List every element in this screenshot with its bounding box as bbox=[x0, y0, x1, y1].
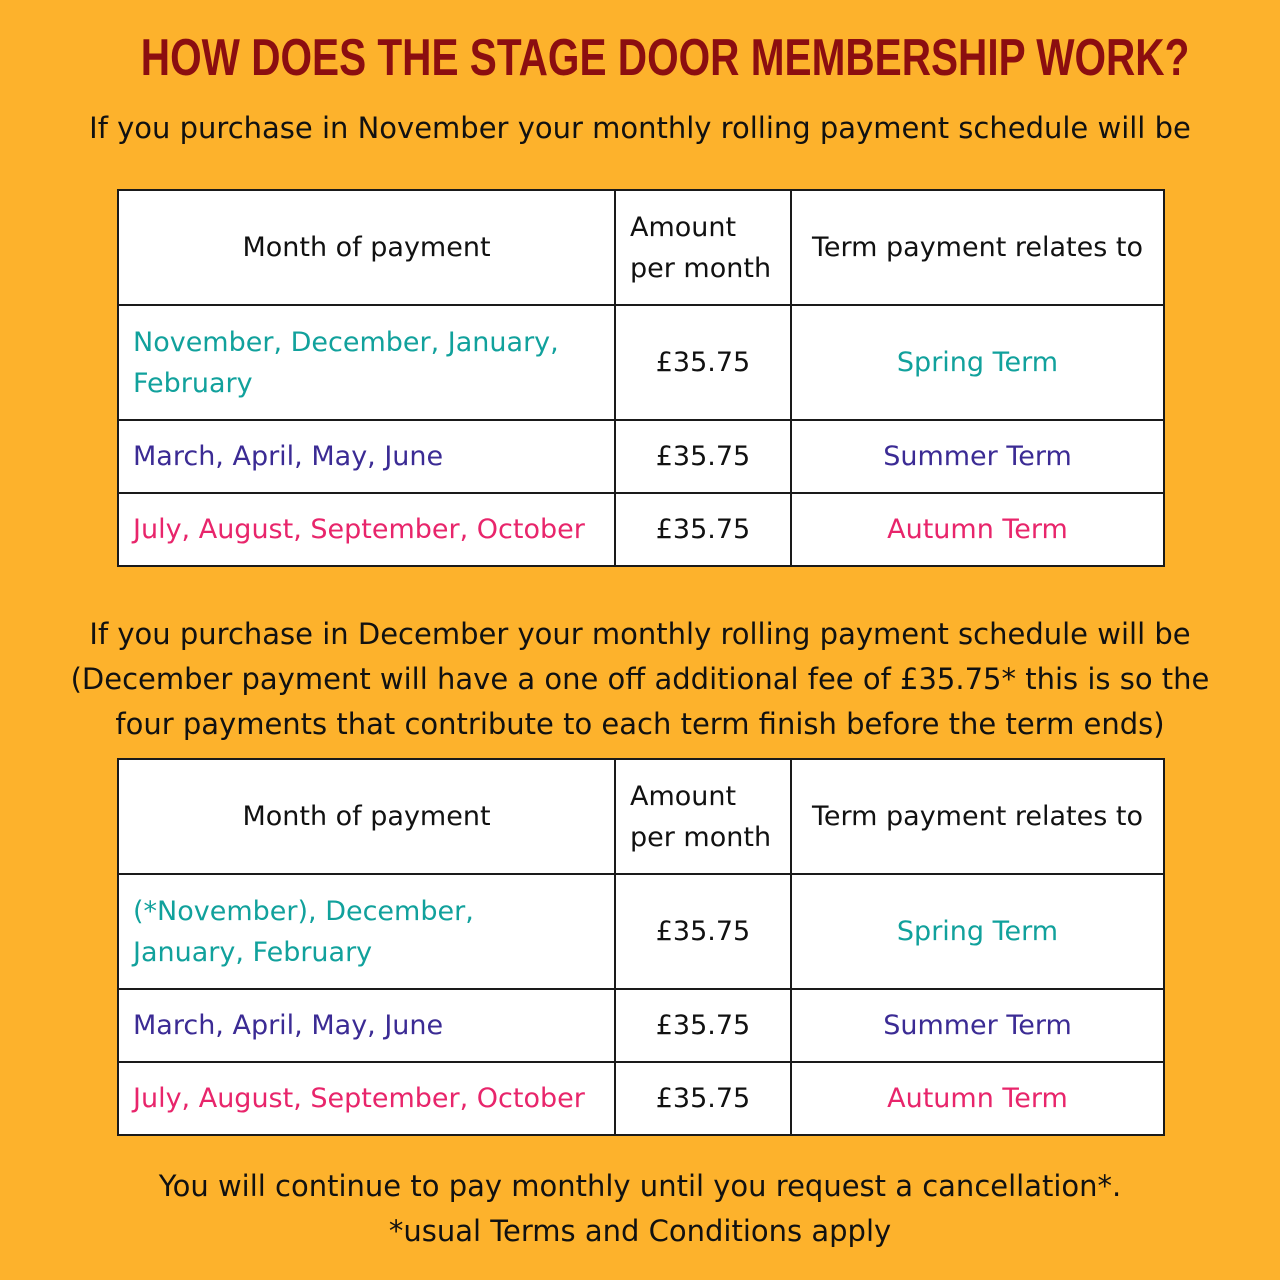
row-amount: £35.75 bbox=[615, 493, 791, 566]
december-intro bbox=[0, 612, 1280, 747]
header-month: Month of payment bbox=[118, 190, 615, 305]
row-term: Autumn Term bbox=[791, 1062, 1164, 1135]
december-intro-line3: four payments that contribute to each term finish before the term ends) bbox=[115, 707, 1165, 741]
row-term: Autumn Term bbox=[791, 493, 1164, 566]
row-amount: £35.75 bbox=[615, 420, 791, 493]
row-months bbox=[118, 874, 615, 989]
row-months: July, August, September, October bbox=[118, 493, 615, 566]
table-row bbox=[118, 989, 1164, 1062]
table-row bbox=[118, 420, 1164, 493]
row-months-line1: November, December, January, bbox=[133, 326, 559, 358]
header-term: Term payment relates to bbox=[791, 190, 1164, 305]
november-intro bbox=[0, 106, 1280, 151]
header-amount bbox=[615, 190, 791, 305]
december-schedule-table bbox=[117, 758, 1165, 1136]
table-row bbox=[118, 493, 1164, 566]
header-month: Month of payment bbox=[118, 759, 615, 874]
table-header-row bbox=[118, 759, 1164, 874]
row-amount: £35.75 bbox=[615, 305, 791, 420]
footer-line1: You will continue to pay monthly until you request a cancellation*. bbox=[158, 1169, 1122, 1203]
row-months: March, April, May, June bbox=[118, 989, 615, 1062]
row-term: Summer Term bbox=[791, 420, 1164, 493]
table-row bbox=[118, 305, 1164, 420]
november-intro-text: If you purchase in November your monthly rolling payment schedule will be bbox=[89, 111, 1191, 145]
footer-line2: *usual Terms and Conditions apply bbox=[388, 1214, 892, 1248]
row-months-line2: February bbox=[133, 367, 253, 399]
page-title: HOW DOES THE STAGE DOOR MEMBERSHIP WORK? bbox=[140, 29, 1190, 87]
footer-note bbox=[0, 1164, 1280, 1254]
november-schedule-table bbox=[117, 189, 1165, 567]
header-amount-line2: per month bbox=[630, 252, 772, 284]
row-amount: £35.75 bbox=[615, 1062, 791, 1135]
row-amount: £35.75 bbox=[615, 989, 791, 1062]
header-amount-line1: Amount bbox=[630, 211, 737, 243]
row-term: Spring Term bbox=[791, 305, 1164, 420]
row-months-line2: January, February bbox=[133, 936, 373, 968]
row-months: July, August, September, October bbox=[118, 1062, 615, 1135]
row-term: Summer Term bbox=[791, 989, 1164, 1062]
header-amount-line1: Amount bbox=[630, 780, 737, 812]
header-term: Term payment relates to bbox=[791, 759, 1164, 874]
table-row bbox=[118, 1062, 1164, 1135]
table-row bbox=[118, 874, 1164, 989]
december-intro-line2: (December payment will have a one off additional fee of £35.75* this is so the bbox=[70, 662, 1210, 696]
header-amount bbox=[615, 759, 791, 874]
row-term: Spring Term bbox=[791, 874, 1164, 989]
row-months bbox=[118, 305, 615, 420]
december-intro-line1: If you purchase in December your monthly rolling payment schedule will be bbox=[89, 617, 1191, 651]
row-months-line1: (*November), December, bbox=[133, 895, 474, 927]
table-header-row bbox=[118, 190, 1164, 305]
row-amount: £35.75 bbox=[615, 874, 791, 989]
header-amount-line2: per month bbox=[630, 821, 772, 853]
row-months: March, April, May, June bbox=[118, 420, 615, 493]
